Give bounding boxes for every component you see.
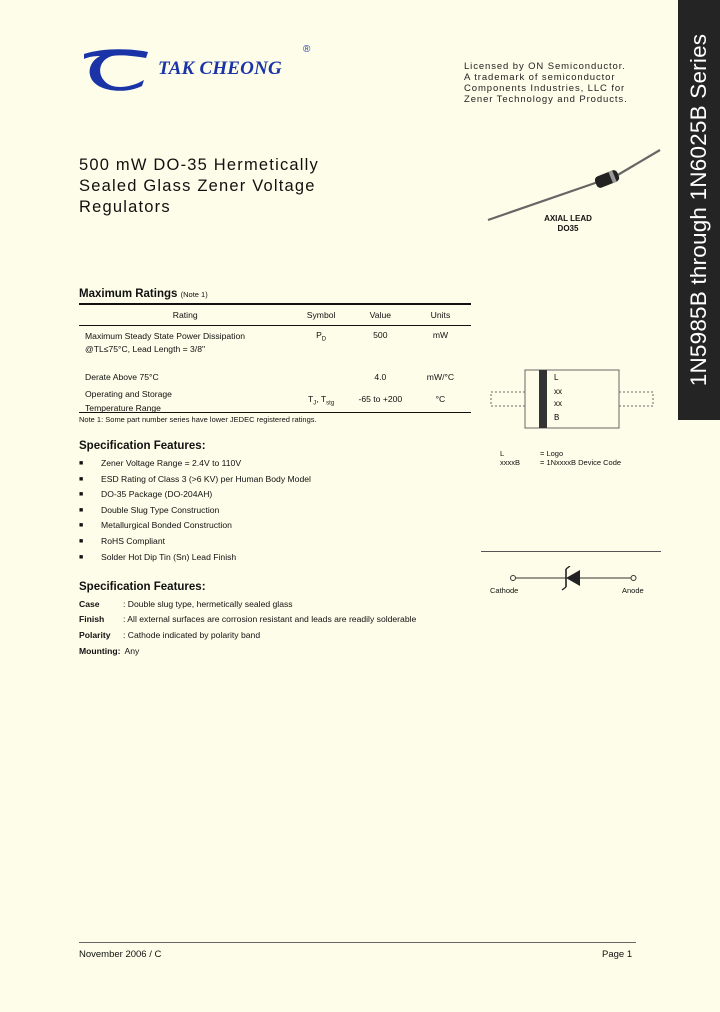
legend-row xyxy=(500,458,621,467)
rating-cell xyxy=(79,387,291,415)
unit-cell: °C xyxy=(435,393,446,404)
series-title: 1N5985B through 1N6025B Series xyxy=(686,33,711,387)
marking-line: xx xyxy=(554,387,562,396)
title-line: Sealed Glass Zener Voltage xyxy=(79,177,316,195)
registered-mark: ® xyxy=(303,44,311,55)
value-cell: 4.0 xyxy=(374,371,387,382)
ratings-table xyxy=(79,303,471,415)
property-row xyxy=(79,599,293,609)
spec-features-heading: Specification Features: xyxy=(79,440,206,452)
value-cell: 500 xyxy=(373,330,388,340)
property-text: : Cathode indicated by polarity band xyxy=(123,630,261,640)
rating-cell xyxy=(79,372,291,387)
legend-row xyxy=(500,449,621,458)
legend-value: = 1NxxxxB Device Code xyxy=(540,458,622,467)
bullet-icon: ■ xyxy=(79,537,84,545)
page-number: Page 1 xyxy=(602,949,633,960)
property-row xyxy=(79,646,139,656)
footer-rule xyxy=(79,942,636,943)
title-line: 500 mW DO-35 Hermetically xyxy=(79,156,319,174)
list-item xyxy=(79,518,311,534)
license-line: Zener Technology and Products. xyxy=(464,94,628,105)
cathode-label: Cathode xyxy=(490,586,519,595)
feature-text: Solder Hot Dip Tin (Sn) Lead Finish xyxy=(101,551,237,562)
list-item xyxy=(79,534,311,550)
property-row xyxy=(79,614,416,624)
feature-text: Zener Voltage Range = 2.4V to 110V xyxy=(101,458,242,468)
package-label-line: AXIAL LEAD xyxy=(544,214,592,223)
property-label: Mounting: xyxy=(79,646,121,656)
license-text xyxy=(464,61,654,105)
bullet-icon: ■ xyxy=(79,522,84,530)
license-line: A trademark of semiconductor xyxy=(464,72,616,83)
property-label: Polarity xyxy=(79,630,111,640)
marking-diagram xyxy=(488,368,658,430)
col-rating: Rating xyxy=(79,304,291,326)
marking-line: B xyxy=(554,413,560,422)
ratings-heading xyxy=(79,288,208,300)
bullet-icon: ■ xyxy=(79,553,84,561)
property-text: Any xyxy=(124,646,140,656)
ratings-heading-text: Maximum Ratings xyxy=(79,288,178,300)
unit-cell: mW/°C xyxy=(426,371,455,382)
series-sidebar xyxy=(678,0,720,420)
bullet-icon: ■ xyxy=(79,475,84,483)
feature-text: RoHS Compliant xyxy=(101,535,165,546)
table-row xyxy=(79,387,471,415)
anode-label: Anode xyxy=(622,586,644,595)
document-title xyxy=(79,155,379,218)
package-label-line: DO35 xyxy=(557,224,579,233)
marking-line: L xyxy=(554,373,559,382)
feature-text: DO-35 Package (DO-204AH) xyxy=(101,489,213,500)
rating-text: Derate Above 75°C xyxy=(85,371,159,382)
symbol-cell xyxy=(291,372,350,387)
feature-text: ESD Rating of Class 3 (>6 KV) per Human Body Model xyxy=(101,473,311,484)
tak-cheong-logo-icon xyxy=(82,46,150,92)
symbol-text: T xyxy=(308,393,314,404)
list-item xyxy=(79,472,311,488)
rating-text: @TL≤75°C, Lead Length = 3/8" xyxy=(85,344,206,354)
bullet-icon: ■ xyxy=(79,491,84,499)
marking-legend xyxy=(500,449,621,467)
symbol-text: , T xyxy=(316,393,327,404)
brand-name: TAK CHEONG xyxy=(158,58,282,79)
symbol-cell xyxy=(291,387,350,415)
symbol-subscript: D xyxy=(321,336,327,343)
marking-line: xx xyxy=(554,399,562,408)
section-divider xyxy=(481,551,661,552)
table-bottom-rule xyxy=(79,412,471,413)
table-row xyxy=(79,326,471,372)
list-item xyxy=(79,487,311,503)
legend-key: xxxxB xyxy=(500,458,521,467)
rating-text: Maximum Steady State Power Dissipation xyxy=(85,331,246,341)
package-label xyxy=(528,214,608,234)
symbol-cell xyxy=(291,326,350,372)
symbol-subscript: stg xyxy=(326,400,335,407)
rating-text: Operating and Storage xyxy=(85,388,172,399)
rating-cell xyxy=(79,326,291,372)
bullet-icon: ■ xyxy=(79,506,84,514)
license-line: Licensed by ON Semiconductor. xyxy=(464,61,626,72)
property-text: : All external surfaces are corrosion resistant and leads are readily solderable xyxy=(123,614,417,624)
property-label: Finish xyxy=(79,614,105,624)
table-header-row xyxy=(79,304,471,326)
feature-list xyxy=(79,456,311,565)
list-item xyxy=(79,550,311,566)
value-cell: -65 to +200 xyxy=(358,393,403,404)
symbol-subscript: J xyxy=(313,400,317,407)
unit-cell: mW xyxy=(432,330,449,340)
ratings-heading-note: (Note 1) xyxy=(180,290,208,299)
list-item xyxy=(79,503,311,519)
col-value: Value xyxy=(351,304,410,326)
list-item xyxy=(79,456,311,472)
property-label: Case xyxy=(79,599,100,609)
property-text: : Double slug type, hermetically sealed glass xyxy=(123,599,293,609)
col-symbol: Symbol xyxy=(291,304,350,326)
rating-text: Temperature Range xyxy=(85,402,161,413)
symbol-text: P xyxy=(316,330,322,340)
feature-text: Double Slug Type Construction xyxy=(101,504,220,515)
spec-features-heading-2: Specification Features: xyxy=(79,581,206,593)
property-row xyxy=(79,630,260,640)
license-line: Components Industries, LLC for xyxy=(464,83,626,94)
legend-value: = Logo xyxy=(540,449,564,458)
title-line: Regulators xyxy=(79,198,171,216)
bullet-icon: ■ xyxy=(79,460,84,467)
col-units: Units xyxy=(410,304,471,326)
footer-date: November 2006 / C xyxy=(79,949,162,960)
feature-text: Metallurgical Bonded Construction xyxy=(101,520,232,531)
table-row xyxy=(79,372,471,387)
ratings-note: Note 1: Some part number series have lower JEDEC registered ratings. xyxy=(79,415,317,424)
legend-key: L xyxy=(500,449,505,458)
